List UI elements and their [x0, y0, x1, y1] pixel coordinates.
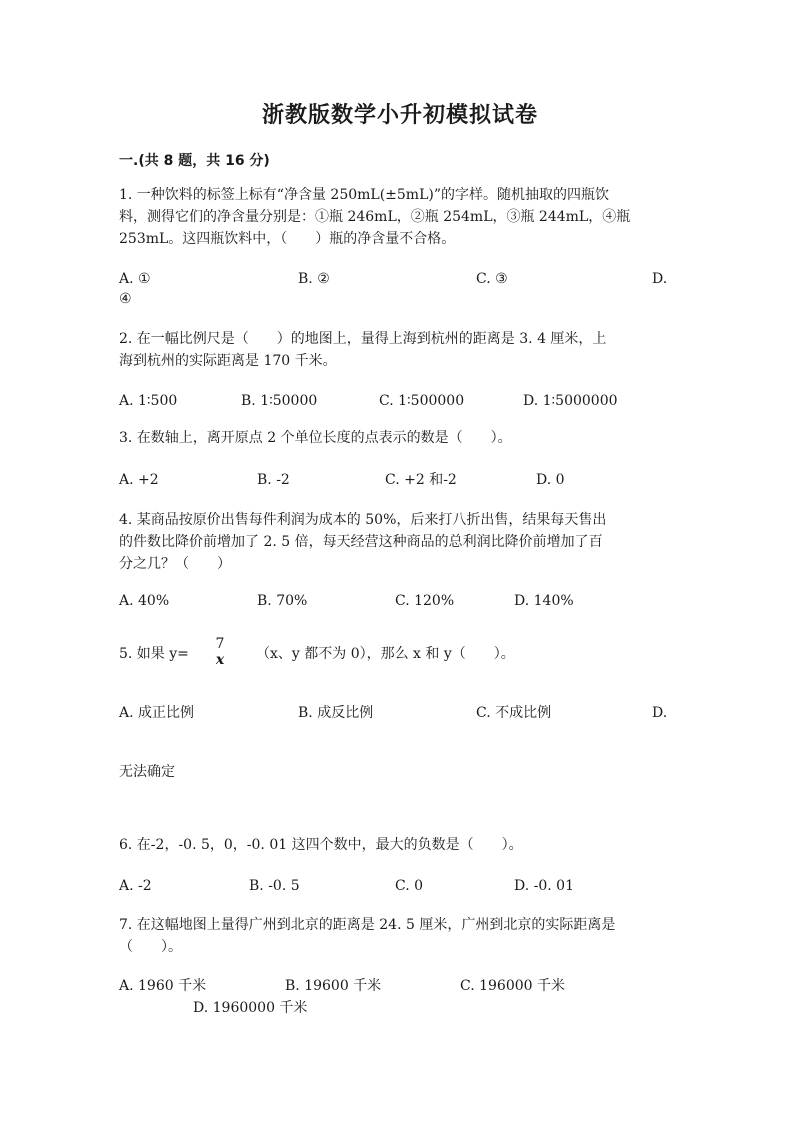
question-2-option-a[interactable]: A. 1∶500 — [119, 393, 178, 409]
question-1-option-d[interactable]: D. — [652, 271, 668, 287]
question-4-line-2: 的件数比降价前增加了 2. 5 倍，每天经营这种商品的总利润比降价前增加了百 — [119, 534, 603, 550]
question-3-option-d[interactable]: D. 0 — [536, 472, 565, 488]
question-5-option-b[interactable]: B. 成反比例 — [298, 705, 374, 721]
question-1-option-d-text: ④ — [119, 291, 132, 307]
question-6-option-c[interactable]: C. 0 — [395, 878, 424, 894]
question-1-line-2: 料，测得它们的净含量分别是：①瓶 246mL，②瓶 254mL，③瓶 244mL，④瓶 — [119, 209, 631, 225]
question-2-option-d[interactable]: D. 1∶5000000 — [523, 393, 618, 409]
question-5-option-c[interactable]: C. 不成比例 — [476, 705, 552, 721]
question-3 — [119, 427, 679, 449]
question-7-option-a[interactable]: A. 1960 千米 — [119, 978, 207, 994]
question-4-line-1: 4. 某商品按原价出售每件利润为成本的 50%，后来打八折出售，结果每天售出 — [119, 512, 607, 528]
question-5-suffix: （x、y 都不为 0），那么 x 和 y（ ）。 — [256, 646, 515, 662]
question-6-option-a[interactable]: A. -2 — [119, 878, 152, 894]
question-3-option-b[interactable]: B. -2 — [257, 472, 290, 488]
question-2 — [119, 328, 679, 372]
question-2-line-1: 2. 在一幅比例尺是（ ）的地图上，量得上海到杭州的距离是 3. 4 厘米，上 — [119, 331, 607, 347]
question-2-option-c[interactable]: C. 1∶500000 — [379, 393, 465, 409]
question-1-option-c[interactable]: C. ③ — [476, 271, 508, 287]
question-1-line-1: 1. 一种饮料的标签上标有“净含量 250mL(±5mL)”的字样。随机抽取的四瓶饮 — [119, 187, 609, 203]
question-2-option-b[interactable]: B. 1∶50000 — [241, 393, 318, 409]
question-1-option-a[interactable]: A. ① — [119, 271, 151, 287]
question-3-option-c[interactable]: C. +2 和-2 — [385, 472, 457, 488]
question-5-option-d-text: 无法确定 — [119, 764, 175, 780]
question-5-prefix: 5. 如果 y= — [119, 646, 189, 662]
question-1-option-b[interactable]: B. ② — [298, 271, 330, 287]
question-6-option-d[interactable]: D. -0. 01 — [514, 878, 574, 894]
question-7-option-b[interactable]: B. 19600 千米 — [285, 978, 382, 994]
question-4-option-b[interactable]: B. 70% — [257, 593, 308, 609]
question-7-option-d[interactable]: D. 1960000 千米 — [193, 1000, 308, 1016]
section-heading: 一.(共 8 题，共 16 分) — [119, 153, 270, 169]
question-3-option-a[interactable]: A. +2 — [119, 472, 159, 488]
question-4-option-c[interactable]: C. 120% — [395, 593, 455, 609]
fraction-numerator: 7 — [215, 636, 225, 652]
question-4-line-3: 分之几？（ ） — [119, 556, 231, 572]
question-7-line-2: （ ）。 — [119, 939, 182, 955]
question-7-line-1: 7. 在这幅地图上量得广州到北京的距离是 24. 5 厘米，广州到北京的实际距离是 — [119, 917, 616, 933]
page-title: 浙教版数学小升初模拟试卷 — [261, 103, 538, 128]
question-4 — [119, 509, 679, 575]
fraction-denominator: x — [215, 652, 225, 668]
question-6 — [119, 834, 679, 856]
question-4-option-a[interactable]: A. 40% — [119, 593, 170, 609]
question-1-line-3: 253mL。这四瓶饮料中，（ ）瓶的净含量不合格。 — [119, 231, 456, 247]
question-5-option-d[interactable]: D. — [652, 705, 668, 721]
question-5-option-a[interactable]: A. 成正比例 — [119, 705, 195, 721]
question-3-line-1: 3. 在数轴上，离开原点 2 个单位长度的点表示的数是（ ）。 — [119, 430, 512, 446]
question-4-option-d[interactable]: D. 140% — [514, 593, 574, 609]
fraction-7-over-x — [213, 636, 227, 668]
question-2-line-2: 海到杭州的实际距离是 170 千米。 — [119, 353, 337, 369]
question-7 — [119, 914, 679, 958]
question-6-line-1: 6. 在-2，-0. 5，0，-0. 01 这四个数中，最大的负数是（ ）。 — [119, 837, 523, 853]
question-6-option-b[interactable]: B. -0. 5 — [249, 878, 300, 894]
question-1 — [119, 184, 679, 250]
question-7-option-c[interactable]: C. 196000 千米 — [460, 978, 566, 994]
